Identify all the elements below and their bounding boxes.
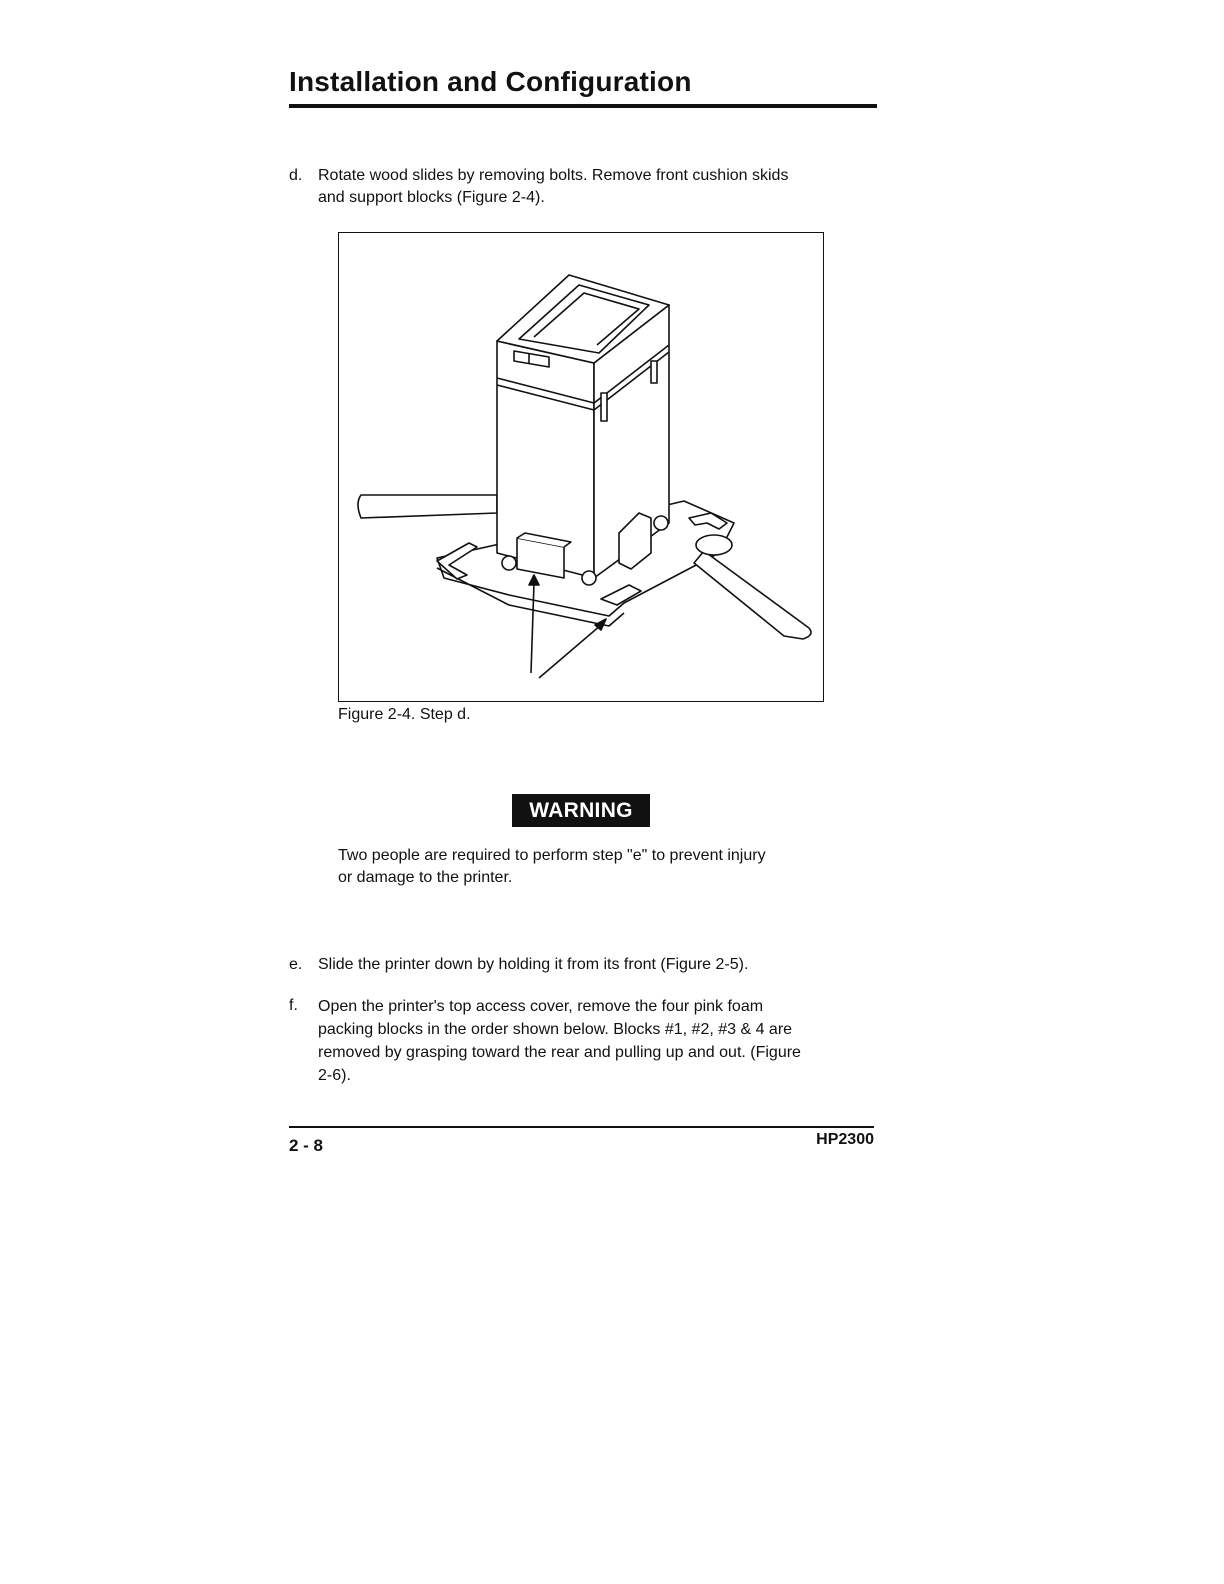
step-e-line-1: Slide the printer down by holding it from its front (Figure 2-5).: [318, 956, 749, 973]
step-e-text: [318, 954, 748, 976]
step-f: [289, 995, 874, 1095]
step-f-line-1: Open the printer's top access cover, remove the four pink foam: [318, 998, 764, 1015]
warning-line-2: or damage to the printer.: [338, 869, 513, 886]
step-f-text: [318, 995, 801, 1087]
warning-badge: WARNING: [512, 794, 650, 827]
step-d-letter: d.: [289, 167, 303, 184]
side-latch-1: [601, 393, 607, 421]
step-d: [289, 165, 869, 215]
step-f-line-2: packing blocks in the order shown below. Blocks #1, #2, #3 & 4 are: [318, 1021, 793, 1038]
step-f-line-4: 2-6).: [318, 1067, 351, 1084]
step-d-line-2: and support blocks (Figure 2-4).: [318, 189, 545, 206]
printer-foot: [654, 516, 668, 530]
figure-2-4: [338, 232, 824, 702]
callout-line-skid: [539, 625, 601, 678]
warning-text: [338, 845, 838, 889]
warning-line-1: Two people are required to perform step "e" to prevent injury: [338, 847, 766, 864]
page-title: Installation and Configuration: [289, 66, 692, 97]
step-e: [289, 954, 869, 978]
printer-foot: [502, 556, 516, 570]
footer-rule: [289, 1126, 874, 1128]
page-number: 2 - 8: [289, 1136, 324, 1155]
printer-foot: [582, 571, 596, 585]
figure-caption: Figure 2-4. Step d.: [338, 706, 471, 723]
printer-on-pallet-illustration: [339, 233, 823, 701]
left-wood-slide: [358, 495, 497, 518]
header-rule: [289, 104, 877, 108]
right-wood-slide: [694, 551, 811, 639]
step-e-letter: e.: [289, 956, 303, 973]
step-d-text: [318, 165, 788, 209]
step-d-line-1: Rotate wood slides by removing bolts. Remove front cushion skids: [318, 167, 789, 184]
step-f-line-3: removed by grasping toward the rear and pulling up and out. (Figure: [318, 1044, 801, 1061]
model-name: HP2300: [816, 1131, 874, 1148]
step-f-letter: f.: [289, 997, 298, 1014]
side-latch-2: [651, 361, 657, 383]
right-slide-bolt: [696, 535, 732, 555]
